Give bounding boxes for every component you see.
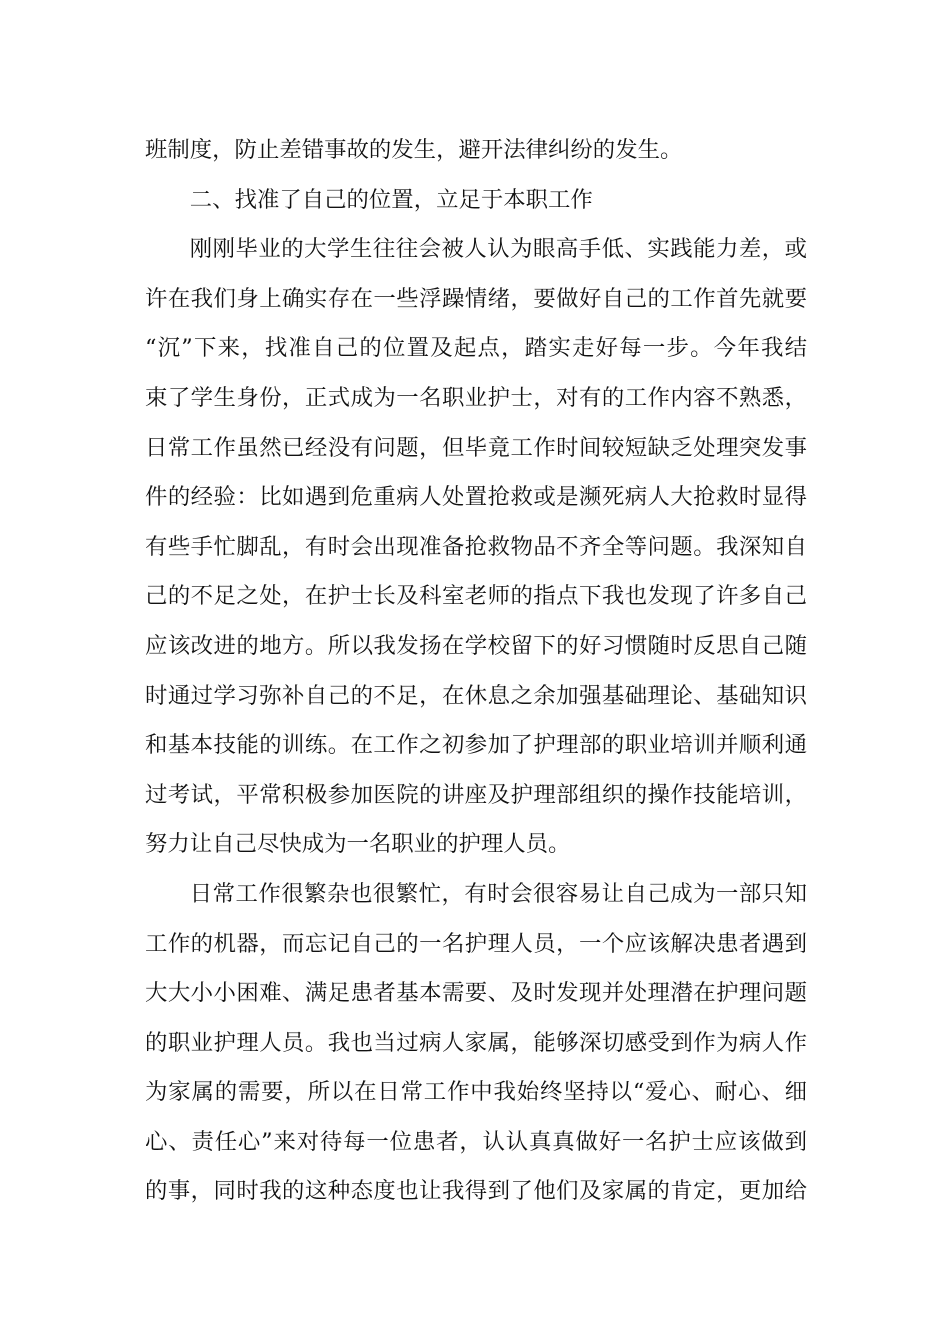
text-line: 过考试，平常积极参加医院的讲座及护理部组织的操作技能培训， bbox=[145, 781, 807, 808]
text-line: 班制度，防止差错事故的发生，避开法律纠纷的发生。 bbox=[145, 137, 683, 163]
text-line: 许在我们身上确实存在一些浮躁情绪，要做好自己的工作首先就要 bbox=[145, 285, 807, 312]
document-body bbox=[145, 126, 807, 1217]
text-line: 时通过学习弥补自己的不足，在休息之余加强基础理论、基础知识 bbox=[145, 682, 807, 709]
text-line: 日常工作很繁杂也很繁忙，有时会很容易让自己成为一部只知 bbox=[189, 880, 807, 907]
section-heading: 二、找准了自己的位置，立足于本职工作 bbox=[189, 186, 593, 213]
text-line: 刚刚毕业的大学生往往会被人认为眼高手低、实践能力差，或 bbox=[189, 236, 807, 263]
text-line: 件的经验：比如遇到危重病人处置抢救或是濒死病人大抢救时显得 bbox=[145, 484, 807, 511]
text-line: 大大小小困难、满足患者基本需要、及时发现并处理潜在护理问题 bbox=[145, 980, 807, 1007]
text-line: 束了学生身份，正式成为一名职业护士，对有的工作内容不熟悉， bbox=[145, 384, 807, 411]
text-line: 的职业护理人员。我也当过病人家属，能够深切感受到作为病人作 bbox=[145, 1029, 807, 1056]
text-line: 为家属的需要，所以在日常工作中我始终坚持以“爱心、耐心、细 bbox=[145, 1079, 807, 1106]
text-line: 有些手忙脚乱，有时会出现准备抢救物品不齐全等问题。我深知自 bbox=[145, 533, 807, 560]
text-line: 努力让自己尽快成为一名职业的护理人员。 bbox=[145, 831, 571, 858]
text-line: 工作的机器，而忘记自己的一名护理人员，一个应该解决患者遇到 bbox=[145, 930, 807, 957]
text-line: 日常工作虽然已经没有问题，但毕竟工作时间较短缺乏处理突发事 bbox=[145, 434, 807, 461]
text-line: 和基本技能的训练。在工作之初参加了护理部的职业培训并顺利通 bbox=[145, 732, 807, 759]
text-line: “沉”下来，找准自己的位置及起点，踏实走好每一步。今年我结 bbox=[145, 335, 807, 362]
text-line: 心、责任心”来对待每一位患者，认认真真做好一名护士应该做到 bbox=[145, 1128, 807, 1155]
text-line: 应该改进的地方。所以我发扬在学校留下的好习惯随时反思自己随 bbox=[145, 632, 807, 659]
text-line: 己的不足之处，在护士长及科室老师的指点下我也发现了许多自己 bbox=[145, 583, 807, 610]
text-line: 的事，同时我的这种态度也让我得到了他们及家属的肯定，更加给 bbox=[145, 1178, 807, 1205]
